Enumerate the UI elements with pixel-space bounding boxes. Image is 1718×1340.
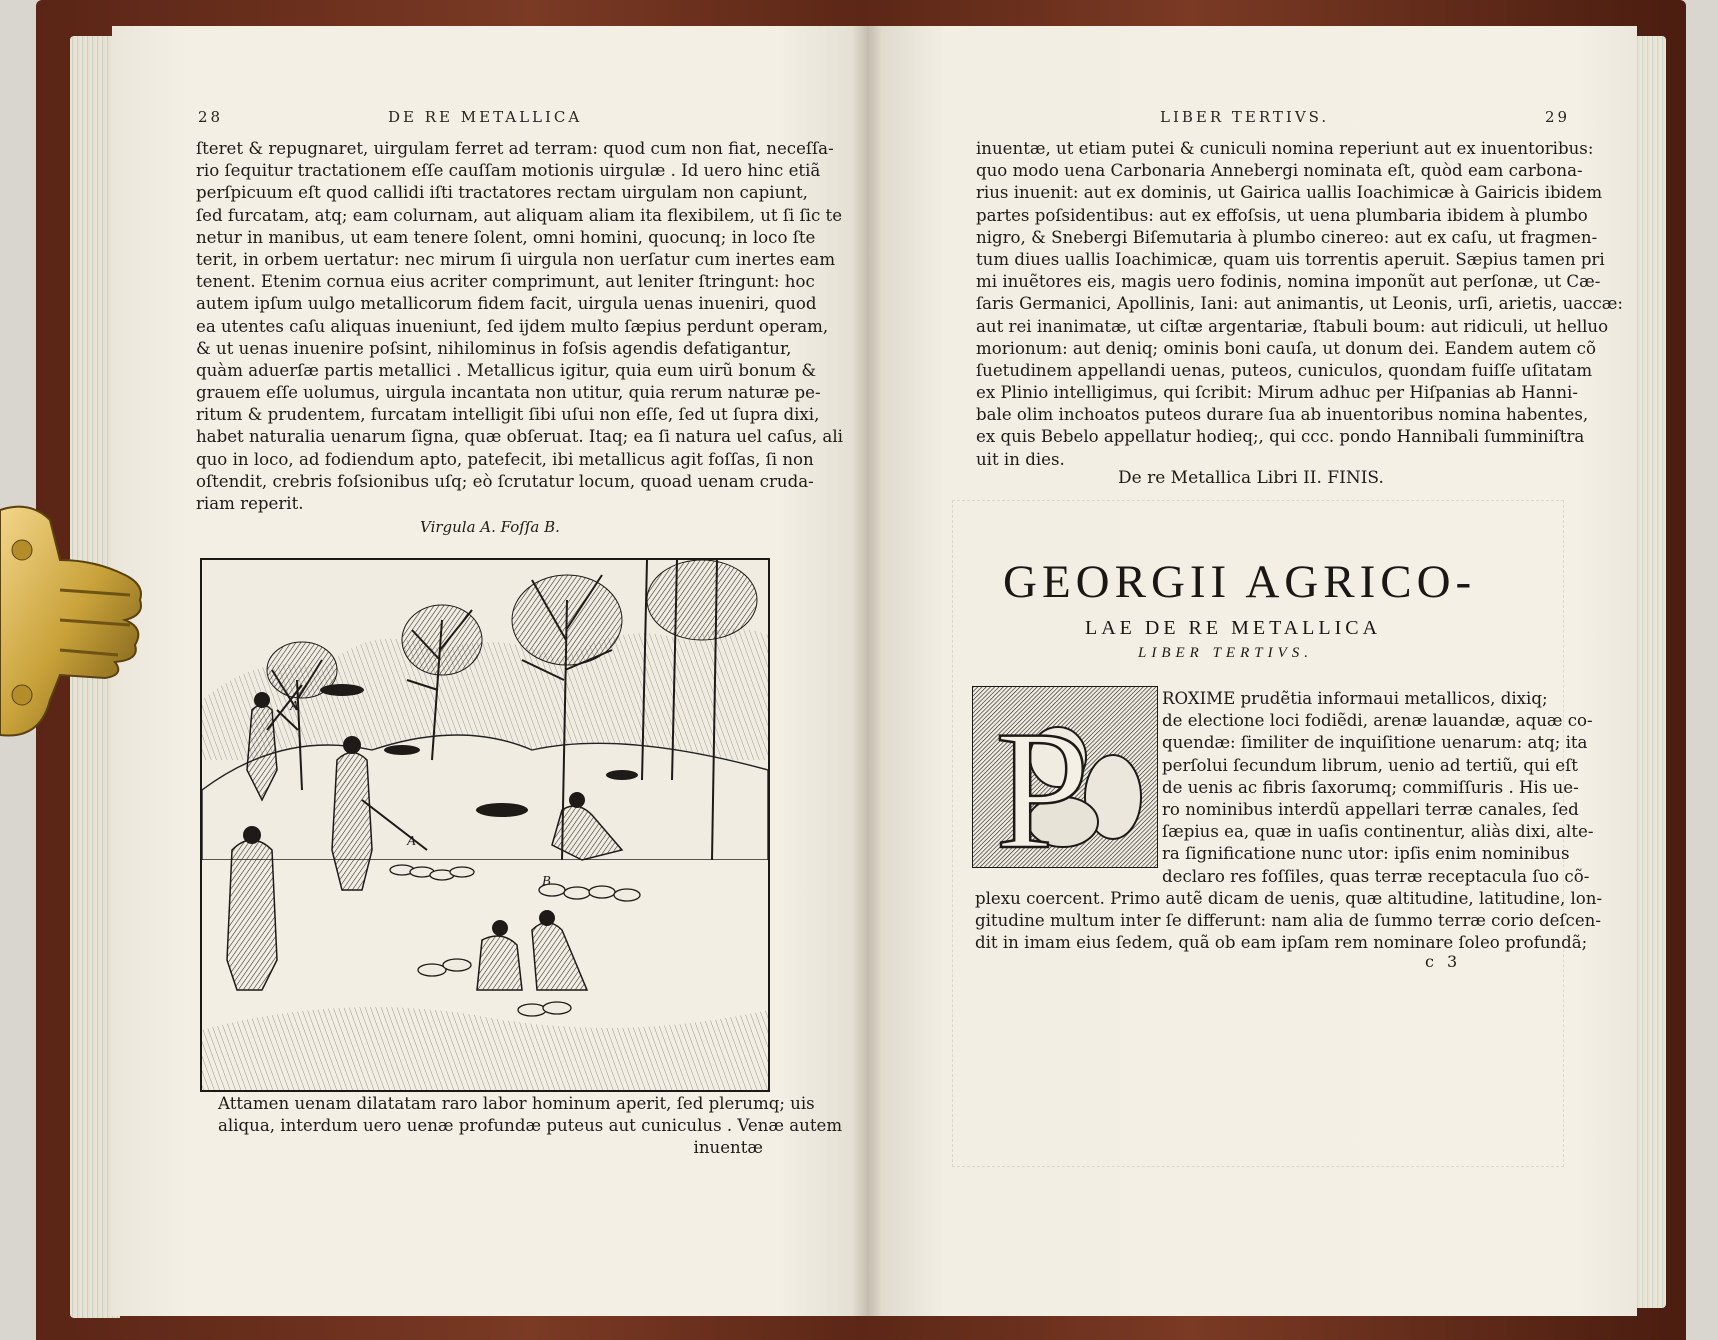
text-line: ſaris Germanici, Apollinis, Iani: aut animantis, ut Leonis, urſi, arietis, uaccæ: [976,294,1623,314]
text-line: bale olim inchoatos puteos durare ſua ab inuentoribus nomina habentes, [976,405,1589,425]
text-line: ritum & prudentem, furcatam intelligit ſibi uſui non eſſe, ſed ut ſupra dixi, [196,405,820,425]
text-line: ſteret & repugnaret, uirgulam ferret ad terram: quod cum non fiat, neceſſa- [196,139,834,158]
signature-mark: c 3 [1425,952,1462,971]
text-line: ro nominibus interdũ appellari terræ canales, ſed [1162,799,1579,819]
right-page-number: 29 [1545,108,1571,126]
text-line: aut rei inanimatæ, ut ciſtæ argentariæ, ſtabuli boum: aut ridiculi, ut helluo [976,316,1609,336]
text-line: tenent. Etenim cornua eius acriter comprimunt, aut leniter ſtringunt: hoc [196,272,815,292]
decorated-initial [972,686,1158,868]
figure-label-b-pit: B [542,874,551,889]
figure-label-a-top: A [290,699,299,714]
text-line: riam reperit. [196,494,304,513]
text-line: uit in dies. [976,449,1065,469]
text-line: habet naturalia uenarum ſigna, quæ obſeruat. Itaq; ea ſi natura uel caſus, ali [196,427,843,447]
text-line: tum diues uallis Ioachimicæ, quam uis torrentis aperuit. Sæpius tamen pri [976,249,1605,269]
text-line: quo in loco, ad fodiendum apto, patefecit, ibi metallicus agit foſſas, ſi non [196,449,814,469]
text-line: ſuetudinem appellandi uenas, puteos, cuniculos, quondam fuiſſe uſitatam [976,360,1593,380]
chapter-title-line2: LAE DE RE METALLICA [1085,617,1382,639]
text-line: grauem eſſe uolumus, uirgula incantata non utitur, quia rerum naturæ pe- [196,383,821,403]
text-line: inuentæ, ut etiam putei & cuniculi nomina reperiunt aut ex inuentoribus: [976,139,1594,158]
left-page-number: 28 [198,108,224,126]
text-line: declaro res foſſiles, quas terræ receptacula ſuo cõ- [1162,866,1590,886]
book-gutter [852,26,882,1316]
woodcut-illustration [200,558,770,1092]
text-line: aliqua, interdum uero uenæ profundæ puteus aut cuniculus . Venæ autem [218,1116,843,1136]
text-line: ra ſignificatione nunc utor: ipſis enim nominibus [1162,844,1570,864]
text-line: ex quis Bebelo appellatur hodieq;, qui ccc. pondo Hannibali ſumminiſtra [976,427,1585,447]
text-line: rius inuenit: aut ex dominis, ut Gairica uallis Ioachimicæ à Gairicis ibidem [976,183,1603,203]
text-line: ſed furcatam, atq; eam colurnam, aut aliquam aliam ita flexibilem, ut ſi ſic te [196,205,843,225]
left-text-block [196,138,843,515]
text-line: de electione loci fodiẽdi, arenæ lauandæ, aquæ co- [1162,711,1593,731]
text-line: partes poſsidentibus: aut ex effoſsis, ut uena plumbaria ibidem à plumbo [976,205,1588,225]
text-line: quàm aduerſæ partis metallici . Metallicus igitur, quia eum uirũ bonum & [196,360,817,380]
left-running-head: DE RE METALLICA [388,108,583,126]
right-running-head: LIBER TERTIVS. [1160,108,1330,126]
initial-letter: P [995,696,1090,867]
text-line: ex Plinio intelligimus, qui ſcribit: Mirum adhuc per Hiſpanias ab Hanni- [976,383,1578,403]
figure-caption: Virgula A. Foſſa B. [420,518,560,536]
text-line: terit, in orbem uertatur: nec mirum ſi uirgula non uerſatur cum inertes eam [196,249,836,269]
chapter-title-line1: GEORGII AGRICO- [1003,556,1477,608]
figure-label-a-rod: A [407,834,416,849]
text-line: perſpicuum eſt quod callidi iſti tractatores rectam uirgulam non capiunt, [196,183,808,203]
text-line: quendæ: ſimiliter de inquiſitione uenarum: atq; ita [1162,733,1588,753]
chapter-text-indented [1162,688,1593,888]
text-line: inuentæ [693,1138,763,1158]
book-two-finis: De re Metallica Libri II. FINIS. [1118,468,1384,488]
chapter-text-full [975,888,1602,955]
text-line: rio ſequitur tractationem eſſe cauſſam motionis uirgulæ . Id uero hinc etiã [196,161,821,181]
text-line: de uenis ac fibris ſaxorumq; commiſſuris . His ue- [1162,777,1579,797]
text-line: plexu coercent. Primo autẽ dicam de uenis, quæ altitudine, latitudine, lon- [975,889,1603,908]
right-text-block [976,138,1623,471]
text-line: mi inuẽtores eis, magis uero fodinis, nomina imponũt aut perſonæ, ut Cæ- [976,272,1601,292]
text-line: netur in manibus, ut eam tenere ſolent, omni homini, quocunq; in loco ſte [196,227,816,247]
text-line: gitudine multum inter ſe differunt: nam alia de ſummo terræ corio deſcen- [975,911,1601,931]
brass-clasp [0,500,148,745]
text-line: & ut uenas inuenire poſsint, nihilominus in foſsis agendis defatigantur, [196,338,792,358]
woodcut-drawing [202,560,768,1090]
text-line: ROXIME prudẽtia informaui metallicos, dixiq; [1162,689,1548,708]
text-line: autem ipſum uulgo metallicorum fidem facit, uirgula uenas inueniri, quod [196,294,817,314]
text-line: Attamen uenam dilatatam raro labor hominum aperit, ſed plerumq; uis [218,1094,815,1113]
text-line: morionum: aut deniq; ominis boni cauſa, ut donum dei. Eandem autem cõ [976,338,1596,358]
text-line: quo modo uena Carbonaria Annebergi nominata eſt, quòd eam carbona- [976,161,1583,181]
text-line: nigro, & Snebergi Biſemutaria à plumbo cinereo: aut ex caſu, ut fragmen- [976,227,1598,247]
left-bottom-text [218,1093,842,1160]
text-line: perſolui ſecundum librum, uenio ad tertiũ, qui eſt [1162,755,1578,775]
text-line: oſtendit, crebris foſsionibus uſq; eò ſcrutatur locum, quoad uenam cruda- [196,471,814,491]
text-line: ſæpius ea, quæ in uaſis continentur, aliàs dixi, alte- [1162,822,1594,842]
text-line: dit in imam eius ſedem, quã ob eam ipſam rem nominare ſoleo profundã; [975,933,1588,953]
text-line: ea utentes caſu aliquas inueniunt, ſed ijdem multo ſæpius perdunt operam, [196,316,829,336]
chapter-title-line3: LIBER TERTIVS. [1138,645,1313,661]
